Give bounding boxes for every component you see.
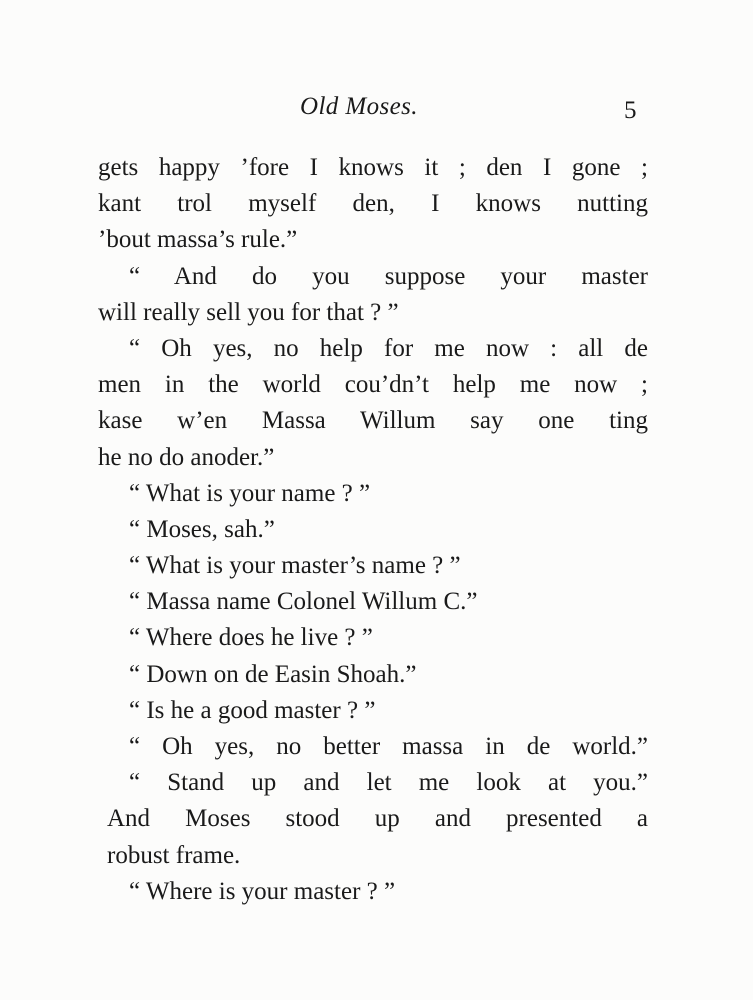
text-line: kase w’en Massa Willum say one ting xyxy=(98,407,648,435)
text-line: ’bout massa’s rule.” xyxy=(98,226,298,254)
text-line: “ Is he a good master ? ” xyxy=(129,696,376,724)
text-line: “ Where does he live ? ” xyxy=(129,624,373,652)
text-line: “ Massa name Colonel Willum C.” xyxy=(129,588,478,616)
text-line: kant trol myself den, I knows nutting xyxy=(98,190,648,218)
text-line: “ Where is your master ? ” xyxy=(129,877,396,905)
text-line: “ What is your name ? ” xyxy=(129,479,371,507)
text-line: will really sell you for that ? ” xyxy=(98,298,399,326)
text-line: “ And do you suppose your master xyxy=(129,262,648,290)
text-line: “ Moses, sah.” xyxy=(129,515,275,543)
text-line: “ Oh yes, no help for me now : all de xyxy=(129,334,648,362)
text-line: “ Stand up and let me look at you.” xyxy=(129,769,648,797)
running-title: Old Moses. xyxy=(300,93,418,120)
text-line: men in the world cou’dn’t help me now ; xyxy=(98,371,648,399)
text-line: “ Oh yes, no better massa in de world.” xyxy=(129,733,648,760)
page-number: 5 xyxy=(624,97,637,124)
text-line: gets happy ’fore I knows it ; den I gone ; xyxy=(98,154,648,181)
text-line: robust frame. xyxy=(107,841,241,869)
text-line: he no do anoder.” xyxy=(98,443,275,471)
text-line: “ Down on de Easin Shoah.” xyxy=(129,660,417,688)
text-line: “ What is your master’s name ? ” xyxy=(129,552,461,580)
text-line: And Moses stood up and presented a xyxy=(107,805,648,833)
body-text xyxy=(98,150,648,910)
